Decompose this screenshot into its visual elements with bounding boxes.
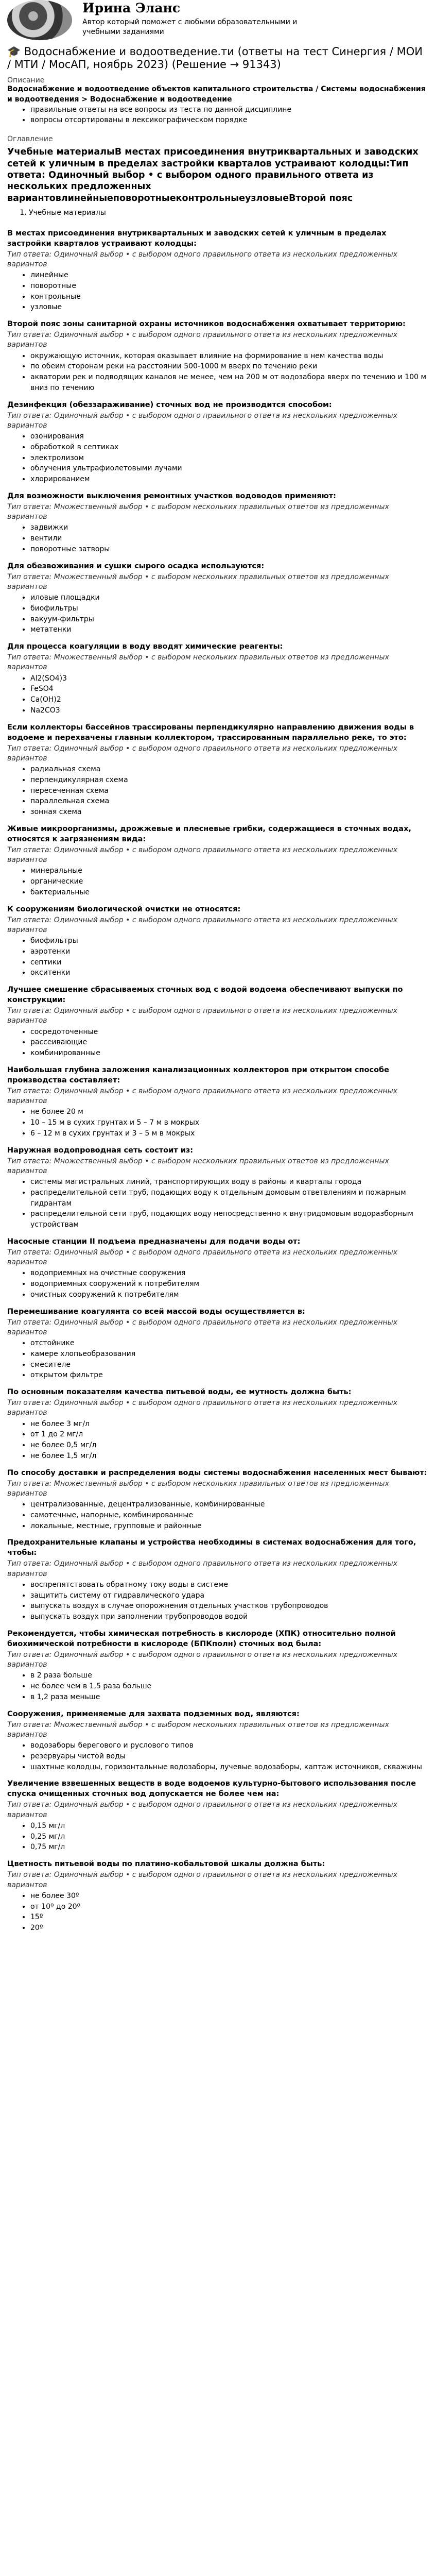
answer-options <box>7 1580 429 1622</box>
page-title: 🎓 Водоснабжение и водоотведение.ти (ответы на тест Синергия / МОИ / МТИ / МосАП, ноябрь 2023) (Решение → 91343) <box>7 45 423 71</box>
answer-option: • 10 – 15 м в сухих грунтах и 5 – 7 м в мокрых <box>30 1117 429 1128</box>
questions-list <box>7 228 429 1934</box>
answer-type: Тип ответа: Одиночный выбор • с выбором одного правильного ответа из нескольких предложенных вариантов <box>7 1007 397 1025</box>
question-block <box>7 1709 429 1773</box>
question-block <box>7 1065 429 1139</box>
answer-option: • органические <box>30 876 429 887</box>
question-block <box>7 1468 429 1532</box>
answer-type: Тип ответа: Множественный выбор • с выбором нескольких правильных ответов из предложенных вариантов <box>7 502 389 521</box>
answer-options <box>7 673 429 716</box>
answer-option: • вентили <box>30 533 429 544</box>
answer-option: • от 1 до 2 мг/л <box>30 1429 429 1440</box>
answer-option: • не более 20 м <box>30 1107 429 1117</box>
answer-option: • параллельная схема <box>30 796 429 807</box>
answer-options <box>7 1268 429 1300</box>
answer-type: Тип ответа: Множественный выбор • с выбором нескольких правильных ответов из предложенных вариантов <box>7 1479 389 1498</box>
answer-option: • септики <box>30 957 429 968</box>
answer-option: • иловые площадки <box>30 592 429 603</box>
answer-option: • задвижки <box>30 522 429 533</box>
description-item: • вопросы отсортированы в лексикографическом порядке <box>30 115 429 126</box>
answer-option: • самотечные, напорные, комбинированные <box>30 1510 429 1521</box>
question-title: По основным показателям качества питьевой воды, ее мутность должна быть: <box>7 1388 352 1397</box>
answer-option: • линейные <box>30 270 429 281</box>
answer-option: • очистных сооружений к потребителям <box>30 1290 429 1300</box>
answer-options <box>7 1177 429 1230</box>
question-block <box>7 228 429 313</box>
question-block <box>7 722 429 818</box>
answer-option: • 20º <box>30 1923 429 1934</box>
question-block <box>7 1859 429 1934</box>
answer-option: • системы магистральных линий, транспортирующих воду в районы и кварталы города <box>30 1177 429 1188</box>
answer-option: • водоприемных на очистные сооружения <box>30 1268 429 1279</box>
question-block <box>7 904 429 979</box>
question-title: Наибольшая глубина заложения канализационных коллекторов при открытом способе производства составляет: <box>7 1065 390 1084</box>
answer-option: • FeSO4 <box>30 684 429 694</box>
description-label: Описание <box>7 76 45 85</box>
answer-option: • не более 1,5 мг/л <box>30 1451 429 1462</box>
question-block <box>7 824 429 898</box>
question-block <box>7 491 429 555</box>
question-block <box>7 1307 429 1381</box>
answer-option: • хлорированием <box>30 474 429 485</box>
answer-type: Тип ответа: Одиночный выбор • с выбором одного правильного ответа из нескольких предложенных вариантов <box>7 1871 397 1889</box>
question-title: К сооружениям биологической очистки не относятся: <box>7 905 241 913</box>
answer-options <box>7 764 429 818</box>
answer-option: • облучения ультрафиолетовыми лучами <box>30 463 429 474</box>
toc-title: Учебные материалыВ местах присоединения внутриквартальных и заводских сетей к уличным в пределах застройки кварталов устраивают колодцы:Тип ответа: Одиночный выбор • с выбором одного правильного ответа из нескольких предложенных вариантовлинейныеповоротныеконтрольныеузловыеВторой пояс <box>7 147 418 204</box>
answer-option: • в 2 раза больше <box>30 1670 429 1681</box>
answer-option: • распределительной сети труб, подающих воду к отдельным домовым ответвлениям и пожарным гидрантам <box>30 1188 429 1209</box>
question-block <box>7 1537 429 1622</box>
answer-type: Тип ответа: Множественный выбор • с выбором нескольких правильных ответов из предложенных вариантов <box>7 572 389 591</box>
answer-type: Тип ответа: Множественный выбор • с выбором нескольких правильных ответов из предложенных вариантов <box>7 653 389 672</box>
answer-option: • резервуары чистой воды <box>30 1751 429 1762</box>
question-title: Для обезвоживания и сушки сырого осадка используются: <box>7 562 265 570</box>
author-avatar[interactable] <box>7 0 72 40</box>
answer-option: • 0,75 мг/л <box>30 1842 429 1853</box>
question-title: Если коллекторы бассейнов трассированы перпендикулярно направлению движения воды в водоеме и перехвачены главным коллектором, трассированным параллельно реке, то это: <box>7 723 414 742</box>
question-title: Для процесса коагуляции в воду вводят химические реагенты: <box>7 642 283 651</box>
question-title: Живые микроорганизмы, дрожжевые и плесневые грибки, содержащиеся в сточных водах, относятся к загрязнениям вида: <box>7 824 411 843</box>
question-block <box>7 985 429 1059</box>
answer-option: • не более 30º <box>30 1891 429 1902</box>
answer-option: • минеральные <box>30 866 429 876</box>
toc-label: Оглавление <box>7 135 53 144</box>
answer-option: • 15º <box>30 1912 429 1923</box>
author-card <box>7 0 429 41</box>
answer-option: • сосредоточенные <box>30 1027 429 1038</box>
question-block <box>7 561 429 636</box>
answer-option: • рассеивающие <box>30 1037 429 1048</box>
answer-options <box>7 522 429 554</box>
question-title: Предохранительные клапаны и устройства необходимы в системах водоснабжения для того, чтобы: <box>7 1538 416 1557</box>
answer-type: Тип ответа: Одиночный выбор • с выбором одного правильного ответа из нескольких предложенных вариантов <box>7 1087 397 1106</box>
toc-list <box>7 207 429 218</box>
answer-type: Тип ответа: Одиночный выбор • с выбором одного правильного ответа из нескольких предложенных вариантов <box>7 744 397 762</box>
description-item: • правильные ответы на все вопросы из теста по данной дисциплине <box>30 105 429 115</box>
author-name[interactable]: Ирина Эланс <box>82 1 181 15</box>
answer-option: • шахтные колодцы, горизонтальные водозаборы, лучевые водозаборы, каптаж источников, скважины <box>30 1762 429 1773</box>
answer-option: • узловые <box>30 302 429 313</box>
answer-options <box>7 1670 429 1702</box>
question-title: Наружная водопроводная сеть состоит из: <box>7 1146 194 1155</box>
answer-option: • не более 0,5 мг/л <box>30 1440 429 1451</box>
question-title: Дезинфекция (обеззараживание) сточных вод не производится способом: <box>7 400 332 409</box>
answer-options <box>7 866 429 897</box>
answer-options <box>7 1027 429 1059</box>
answer-option: • поворотные затворы <box>30 544 429 555</box>
answer-options <box>7 1740 429 1772</box>
question-title: Увеличение взвешенных веществ в воде водоемов культурно-бытового использования после спуска очищенных сточных вод допускается не более чем на: <box>7 1780 416 1799</box>
answer-option: • распределительной сети труб, подающих воду непосредственно к внутридомовым водоразборным устройствам <box>30 1209 429 1230</box>
answer-type: Тип ответа: Одиночный выбор • с выбором одного правильного ответа из нескольких предложенных вариантов <box>7 331 397 349</box>
answer-option: • комбинированные <box>30 1048 429 1059</box>
answer-options <box>7 270 429 313</box>
answer-option: • камере хлопьеобразования <box>30 1349 429 1360</box>
answer-options <box>7 431 429 485</box>
answer-options <box>7 1821 429 1853</box>
answer-option: • перпендикулярная схема <box>30 775 429 786</box>
answer-option: • открытом фильтре <box>30 1370 429 1381</box>
answer-type: Тип ответа: Одиночный выбор • с выбором одного правильного ответа из нескольких предложенных вариантов <box>7 916 397 934</box>
question-block <box>7 319 429 394</box>
description-list <box>7 105 429 126</box>
author-description: Автор который поможет с любыми образовательными и учебными заданиями <box>82 18 298 36</box>
answer-options <box>7 936 429 978</box>
answer-option: • локальные, местные, групповые и районные <box>30 1521 429 1532</box>
question-title: Лучшее смешение сбрасываемых сточных вод с водой водоема обеспечивают выпуски по конструкции: <box>7 986 403 1004</box>
question-title: В местах присоединения внутриквартальных и заводских сетей к уличным в пределах застройки кварталов устраивают колодцы: <box>7 229 387 248</box>
answer-option: • воспрепятствовать обратному току воды в системе <box>30 1580 429 1590</box>
question-block <box>7 1387 429 1462</box>
answer-option: • Al2(SO4)3 <box>30 673 429 684</box>
answer-option: • пересеченная схема <box>30 786 429 796</box>
answer-option: • не более 3 мг/л <box>30 1419 429 1430</box>
answer-option: • аэротенки <box>30 946 429 957</box>
question-title: Сооружения, применяемые для захвата подземных вод, являются: <box>7 1709 300 1718</box>
answer-options <box>7 1338 429 1381</box>
answer-option: • централизованные, децентрализованные, комбинированные <box>30 1499 429 1510</box>
answer-option: • водоприемных сооружений к потребителям <box>30 1279 429 1290</box>
answer-type: Тип ответа: Одиночный выбор • с выбором одного правильного ответа из нескольких предложенных вариантов <box>7 1560 397 1578</box>
answer-option: • 0,25 мг/л <box>30 1832 429 1842</box>
answer-type: Тип ответа: Одиночный выбор • с выбором одного правильного ответа из нескольких предложенных вариантов <box>7 1650 397 1669</box>
answer-option: • зонная схема <box>30 807 429 818</box>
answer-option: • защитить систему от гидравлического удара <box>30 1590 429 1601</box>
answer-option: • метатенки <box>30 624 429 635</box>
description-text: Водоснабжение и водоотведение объектов капитального строительства / Системы водоснабжения и водоотведения > Водоснабжение и водоотведение <box>7 85 426 104</box>
answer-option: • бактериальные <box>30 887 429 898</box>
question-block <box>7 1629 429 1703</box>
answer-type: Тип ответа: Множественный выбор • с выбором нескольких правильных ответов из предложенных вариантов <box>7 1720 389 1739</box>
author-info <box>82 0 301 37</box>
answer-option: • Na2CO3 <box>30 705 429 716</box>
question-title: Насосные станции II подъема предназначены для подачи воды от: <box>7 1237 301 1246</box>
answer-type: Тип ответа: Одиночный выбор • с выбором одного правильного ответа из нескольких предложенных вариантов <box>7 1248 397 1267</box>
answer-option: • биофильтры <box>30 603 429 614</box>
answer-option: • смесителе <box>30 1360 429 1370</box>
question-title: Второй пояс зоны санитарной охраны источников водоснабжения охватывает территорию: <box>7 320 406 328</box>
answer-option: • выпускать воздух в случае опорожнения отдельных участков трубопроводов <box>30 1601 429 1612</box>
answer-option: • контрольные <box>30 292 429 302</box>
answer-option: • 0,15 мг/л <box>30 1821 429 1832</box>
question-title: Перемешивание коагулянта со всей массой воды осуществляется в: <box>7 1307 305 1316</box>
answer-option: • выпускать воздух при заполнении трубопроводов водой <box>30 1612 429 1622</box>
answer-option: • озонирования <box>30 431 429 442</box>
answer-option: • окситенки <box>30 968 429 978</box>
question-title: Для возможности выключения ремонтных участков водоводов применяют: <box>7 492 336 500</box>
answer-option: • отстойнике <box>30 1338 429 1349</box>
answer-option: • вакуум-фильтры <box>30 614 429 625</box>
answer-options <box>7 1499 429 1531</box>
answer-type: Тип ответа: Одиночный выбор • с выбором одного правильного ответа из нескольких предложенных вариантов <box>7 1399 397 1417</box>
answer-option: • электролизом <box>30 453 429 464</box>
question-block <box>7 400 429 485</box>
answer-option: • биофильтры <box>30 936 429 946</box>
answer-options <box>7 592 429 635</box>
answer-type: Тип ответа: Одиночный выбор • с выбором одного правильного ответа из нескольких предложенных вариантов <box>7 250 397 268</box>
answer-option: • акватории рек и подводящих каналов не менее, чем на 200 м от водозабора вверх по течению и 100 м вниз по течению <box>30 372 429 393</box>
question-block <box>7 641 429 716</box>
question-block <box>7 1236 429 1300</box>
answer-option: • обработкой в септиках <box>30 442 429 453</box>
question-block <box>7 1145 429 1230</box>
answer-options <box>7 1107 429 1139</box>
question-block <box>7 1778 429 1853</box>
answer-option: • в 1,2 раза меньше <box>30 1692 429 1703</box>
answer-option: • 6 – 12 м в сухих грунтах и 3 – 5 м в мокрых <box>30 1128 429 1139</box>
answer-option: • Ca(OH)2 <box>30 694 429 705</box>
answer-option: • поворотные <box>30 281 429 292</box>
answer-option: • окружающую источник, которая оказывает влияние на формирование в нем качества воды <box>30 351 429 362</box>
answer-option: • от 10º до 20º <box>30 1902 429 1912</box>
answer-options <box>7 1419 429 1462</box>
answer-type: Тип ответа: Одиночный выбор • с выбором одного правильного ответа из нескольких предложенных вариантов <box>7 411 397 430</box>
answer-type: Тип ответа: Множественный выбор • с выбором нескольких правильных ответов из предложенных вариантов <box>7 1157 389 1175</box>
question-title: По способу доставки и распределения воды системы водоснабжения населенных мест бывают: <box>7 1468 427 1477</box>
question-title: Рекомендуется, чтобы химическая потребность в кислороде (ХПК) относительно полной биохимической потребности в кислороде (БПКполн) сточных вод была: <box>7 1629 396 1648</box>
answer-options <box>7 351 429 394</box>
answer-type: Тип ответа: Одиночный выбор • с выбором одного правильного ответа из нескольких предложенных вариантов <box>7 845 397 865</box>
question-title: Цветность питьевой воды по платино-кобальтовой шкалы должна быть: <box>7 1860 325 1869</box>
answer-option: • водозаборы берегового и руслового типов <box>30 1740 429 1751</box>
answer-option: • радиальная схема <box>30 764 429 775</box>
answer-type: Тип ответа: Одиночный выбор • с выбором одного правильного ответа из нескольких предложенных вариантов <box>7 1318 397 1336</box>
answer-option: • по обеим сторонам реки на расстоянии 500-1000 м вверх по течению реки <box>30 361 429 372</box>
answer-option: • не более чем в 1,5 раза больше <box>30 1681 429 1692</box>
toc-item[interactable]: 1. Учебные материалы <box>29 207 429 218</box>
answer-type: Тип ответа: Одиночный выбор • с выбором одного правильного ответа из нескольких предложенных вариантов <box>7 1801 397 1819</box>
answer-options <box>7 1891 429 1934</box>
